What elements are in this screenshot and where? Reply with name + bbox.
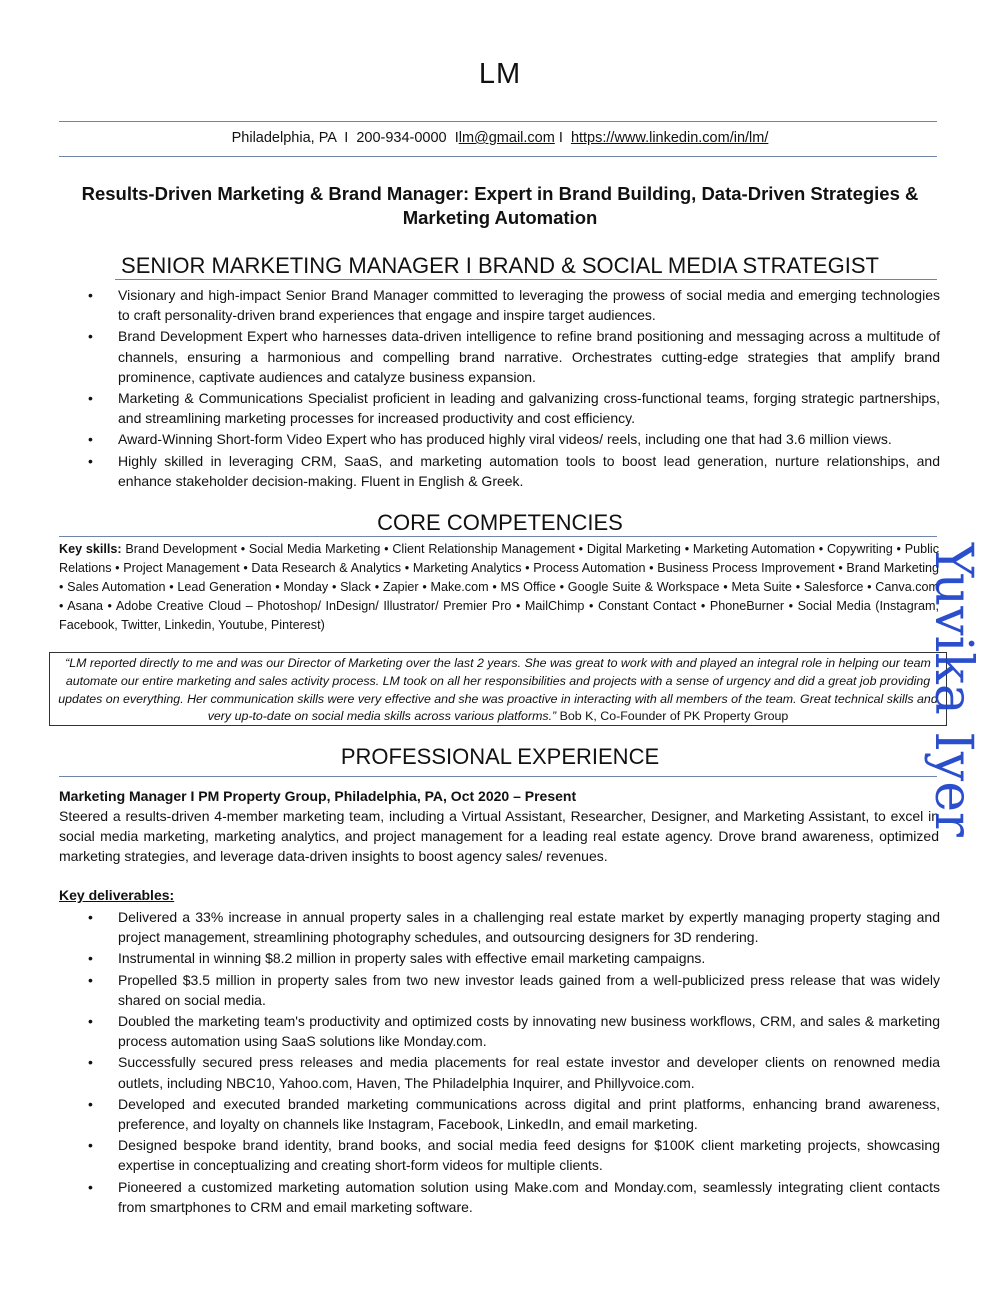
- list-item: • Highly skilled in leveraging CRM, SaaS, and marketing automation tools to boost lead generation, nurture relationships, and enhance stakeholder decision-making. Fluent in English & Greek.: [88, 452, 940, 489]
- header-rule-bottom: [59, 156, 937, 157]
- header-rule-top: [59, 121, 937, 122]
- bullet-icon: •: [88, 950, 93, 967]
- deliverables-label: Key deliverables:: [59, 887, 175, 903]
- bullet-icon: •: [88, 1013, 93, 1030]
- list-item: • Award-Winning Short-form Video Expert who has produced highly viral videos/ reels, including one that had 3.6 million views.: [60, 429, 940, 449]
- job-summary: Steered a results-driven 4-member marketing team, including a Virtual Assistant, Researcher, Designer, and Marketing Assistant, to excel in social media marketing, marketing analytics, and project management for a leading real estate agency. Drove brand awareness, optimized marketing strategies, and leverage data-driven insights to boost agency sales/ revenues.: [59, 808, 939, 865]
- deliverables-bullets: [60, 907, 940, 1218]
- bullet-icon: •: [88, 452, 93, 469]
- bullet-icon: •: [88, 390, 93, 407]
- list-item: • Propelled $3.5 million in property sales from two new investor leads gained from a well-publicized press release that was widely shared on social media.: [88, 971, 940, 1008]
- list-item: • Successfully secured press releases and media placements for real estate investor and developer clients on renowned media outlets, including NBC10, Yahoo.com, Haven, The Philadelphia Inquirer, and Phillyvoice.com.: [88, 1054, 940, 1091]
- list-item: • Visionary and high-impact Senior Brand Manager committed to leveraging the prowess of social media and emerging technologies to craft personality-driven brand experiences that engage and inspire target audiences.: [88, 287, 940, 324]
- candidate-name: LM: [478, 58, 522, 90]
- list-item: • Instrumental in winning $8.2 million in property sales with effective email marketing campaigns.: [60, 948, 940, 968]
- bullet-icon: •: [88, 909, 93, 925]
- list-item: • Pioneered a customized marketing automation solution using Make.com and Monday.com, seamlessly integrating client contacts from smartphones to CRM and email marketing software.: [88, 1178, 940, 1215]
- experience-title: PROFESSIONAL EXPERIENCE: [340, 744, 660, 769]
- list-item: • Delivered a 33% increase in annual property sales in a challenging real estate market by expertly managing property staging and project management, streamlining photography schedules, and outsourcing designers for 3D rendering.: [88, 909, 940, 946]
- competencies-rule: [59, 536, 937, 537]
- list-item: • Brand Development Expert who harnesses data-driven intelligence to refine brand positioning and messaging across a multitude of channels, ensuring a harmonious and compelling brand narrative. Orchestrates cutting-edge strategies that amplify brand prominence, captivate audiences and catalyze business expansion.: [88, 328, 940, 385]
- list-item: • Developed and executed branded marketing communications across digital and print platforms, enhancing brand awareness, preference, and loyalty on channels like Instagram, Facebook, LinkedIn, and email marketing.: [88, 1095, 940, 1133]
- bullet-icon: •: [88, 971, 93, 988]
- signature-watermark: Yuvika Iyer: [923, 543, 983, 837]
- key-skills-text: Brand Development • Social Media Marketing • Client Relationship Management • Digital Marketing • Marketing Automation • Copywriting • Public Relations • Project Management • Data Research & Analytics • Marketing Analytics • Process Automation • Business Process Improvement • Brand Marketing • Sales Automation • Lead Generation • Monday • Slack • Zapier • Make.com • MS Office • Google Suite & Workspace • Meta Suite • Salesforce • Canva.com • Asana • Adobe Creative Cloud – Photoshop/ InDesign/ Illustrator/ Premier Pro • MailChimp • Constant Contact • PhoneBurner • Social Media (Instagram, Facebook, Twitter, Linkedin, Youtube, Pinterest): [59, 542, 940, 632]
- bullet-icon: •: [88, 1178, 93, 1195]
- bullet-icon: •: [88, 1095, 93, 1112]
- bullet-icon: •: [88, 1137, 93, 1154]
- separator: I: [454, 130, 459, 146]
- bullet-icon: •: [88, 287, 93, 303]
- list-item: • Designed bespoke brand identity, brand books, and social media feed designs for $100K client marketing projects, showcasing expertise in conceptualizing and creating short-form videos for multiple clients.: [88, 1137, 940, 1174]
- bullet-icon: •: [88, 431, 93, 448]
- competencies-title: CORE COMPETENCIES: [377, 510, 623, 535]
- email-link[interactable]: lm@gmail.com: [458, 130, 555, 146]
- linkedin-link[interactable]: https://www.linkedin.com/in/lm/: [570, 130, 769, 146]
- summary-rule: [115, 279, 937, 280]
- key-skills-label: Key skills:: [59, 542, 122, 556]
- list-item: • Marketing & Communications Specialist proficient in leading and galvanizing cross-functional teams, forging strategic partnerships, and streamlining marketing processes for increased productivity and cost efficiency.: [88, 390, 940, 427]
- job-title: Marketing Manager I PM Property Group, Philadelphia, PA, Oct 2020 – Present: [59, 788, 577, 804]
- separator: I: [344, 130, 349, 146]
- summary-title: SENIOR MARKETING MANAGER I BRAND & SOCIAL MEDIA STRATEGIST: [121, 253, 879, 278]
- headline: Results-Driven Marketing & Brand Manager: Expert in Brand Building, Data-Driven Strategies & Marketing Automation: [81, 183, 919, 228]
- bullet-icon: •: [88, 1054, 93, 1071]
- summary-bullets: [60, 285, 940, 492]
- contact-line: [0, 130, 1000, 146]
- bullet-icon: •: [88, 328, 93, 345]
- testimonial-quote: “LM reported directly to me and was our Director of Marketing over the last 2 years. She was great to work with and played an integral role in helping our team automate our entire marketing and sales activity process. LM took on all her responsibilities and projects with a sense of urgency and did a great job providing updates on everything. Her communication skills were very effective and she was proactive in interacting with all members of the team. Great technical skills and very up-to-date on social media skills across various platforms.”: [58, 656, 938, 724]
- list-item: • Doubled the marketing team's productivity and optimized costs by innovating new business workflows, CRM, and sales & marketing process automation using SaaS solutions like Monday.com.: [88, 1013, 940, 1050]
- key-skills: [59, 540, 939, 635]
- phone: 200-934-0000: [356, 130, 447, 146]
- location: Philadelphia, PA: [231, 130, 337, 146]
- testimonial-attribution: Bob K, Co-Founder of PK Property Group: [559, 709, 789, 724]
- experience-rule: [59, 776, 937, 777]
- separator: I: [558, 130, 563, 146]
- testimonial: [58, 655, 938, 726]
